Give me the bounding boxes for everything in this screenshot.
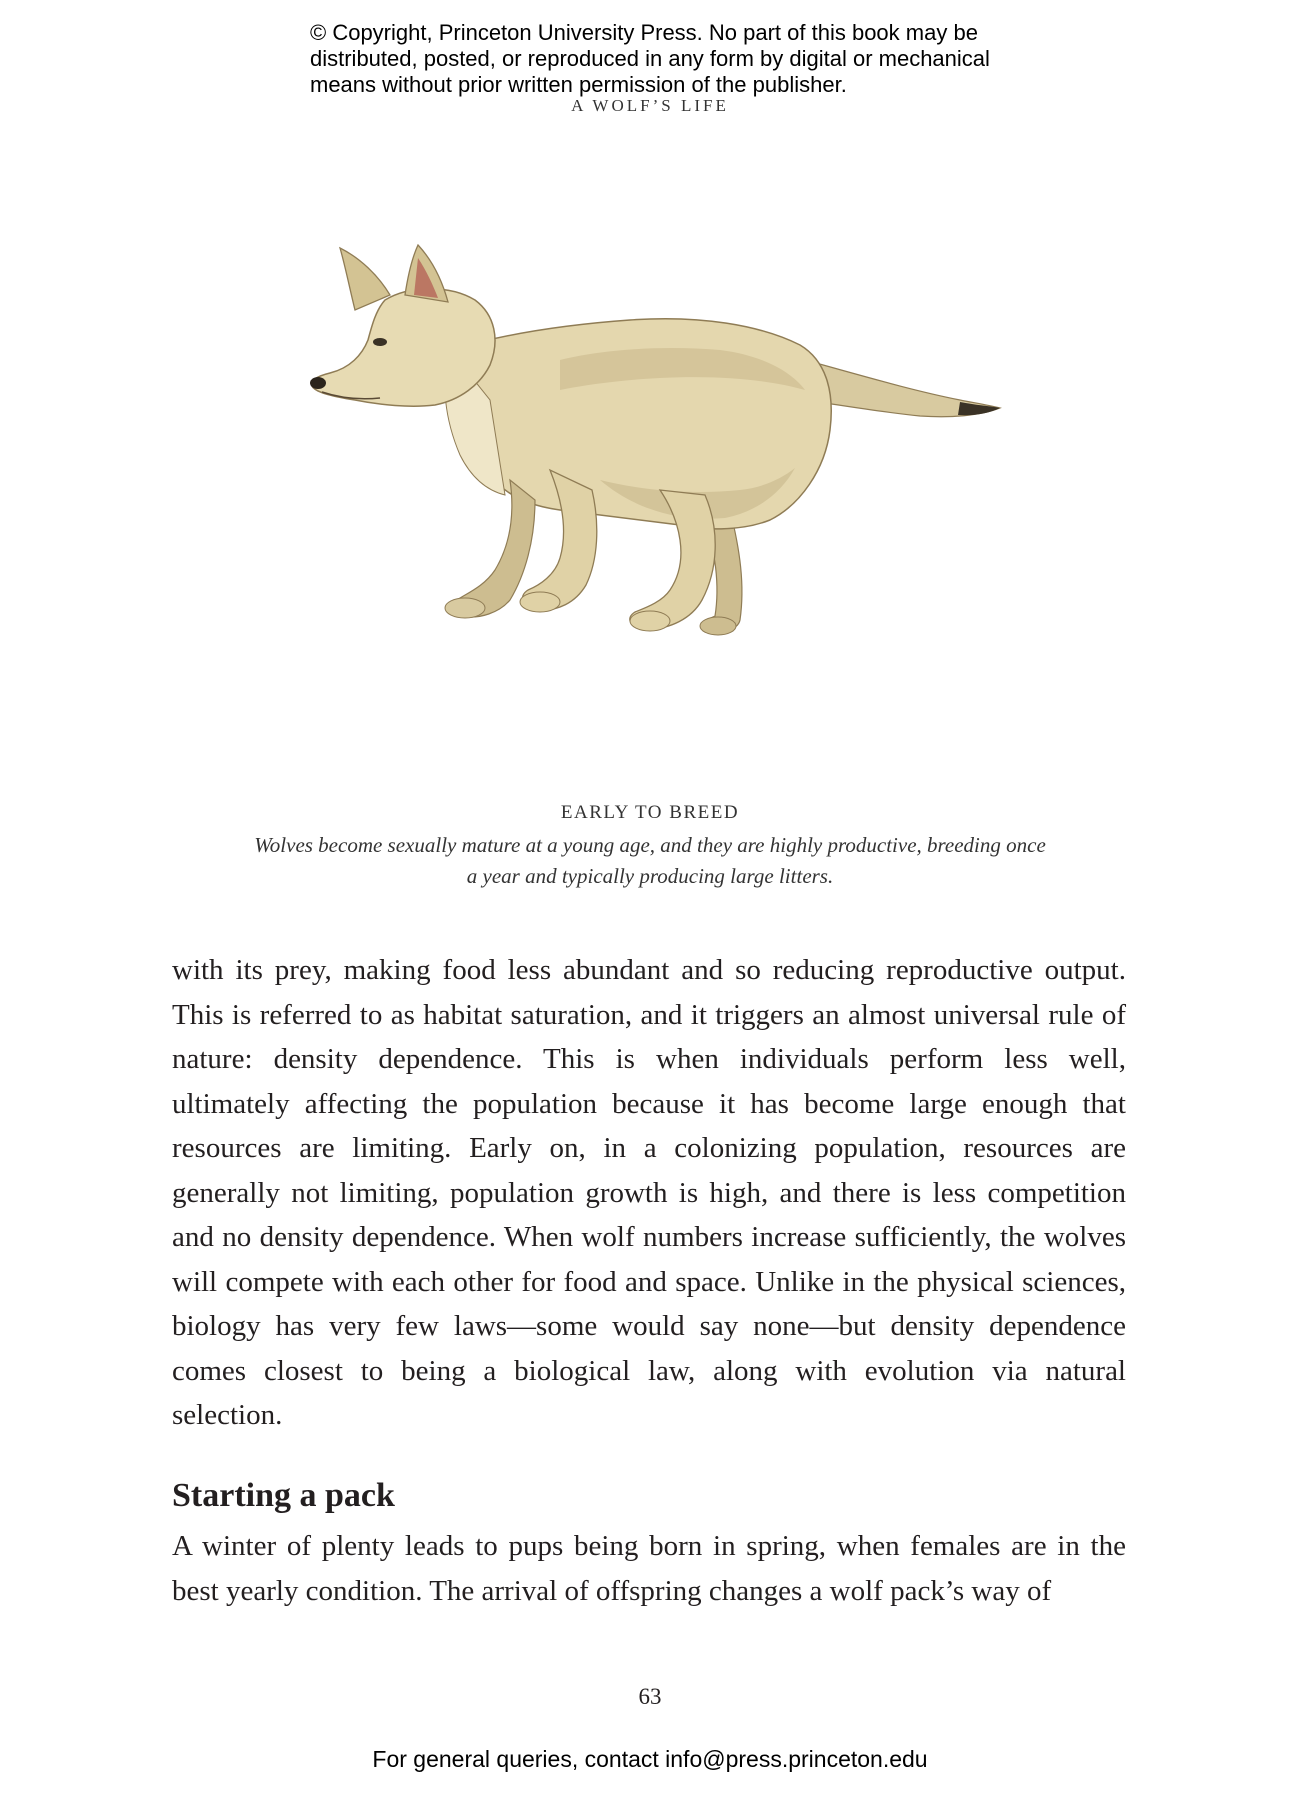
copyright-notice: © Copyright, Princeton University Press. No part of this book may be distributed, posted, or reproduced in any form by digital or mechanical means without prior written permission of the publisher. (310, 20, 990, 97)
page-number: 63 (638, 1684, 662, 1709)
wolf-paw (520, 592, 560, 612)
wolf-head (312, 289, 495, 406)
wolf-ear-left (340, 248, 390, 310)
footer-contact: For general queries, contact info@press.princeton.edu (372, 1746, 928, 1772)
wolf-pup-drawing (300, 240, 1040, 700)
wolf-pup-illustration (300, 240, 1040, 700)
figure-caption-text: Wolves become sexually mature at a young age, and they are highly productive, breeding once a year and typically producing large litters. (254, 833, 1046, 888)
wolf-paw (700, 617, 736, 635)
body-paragraph-1: with its prey, making food less abundant and so reducing reproductive output. This is referred to as habitat saturation, and it triggers an almost universal rule of nature: density dependence. This is when individuals perform less well, ultimately affecting the population because it has become large enough that resources are limiting. Early on, in a colonizing population, resources are generally not limiting, population growth is high, and there is less competition and no density dependence. When wolf numbers increase sufficiently, the wolves will compete with each other for food and space. Unlike in the physical sciences, biology has very few laws—some would say none—but density dependence comes closest to being a biological law, along with evolution via natural selection. (172, 954, 1126, 1431)
body-paragraph-2: A winter of plenty leads to pups being born in spring, when females are in the best yearly condition. The arrival of offspring changes a wolf pack’s way of (172, 1530, 1126, 1607)
running-head: A WOLF’S LIFE (571, 96, 729, 115)
section-heading: Starting a pack (172, 1477, 395, 1514)
wolf-paw (445, 598, 485, 618)
wolf-nose (310, 377, 326, 389)
wolf-paw (630, 611, 670, 631)
figure-caption-title: EARLY TO BREED (560, 802, 740, 823)
wolf-eye (373, 338, 387, 346)
